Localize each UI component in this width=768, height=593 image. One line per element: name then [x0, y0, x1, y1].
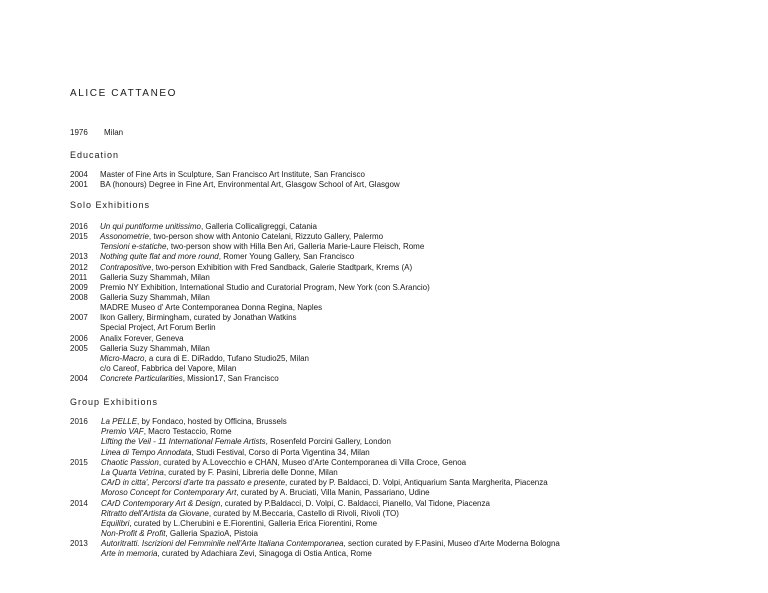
entry-year: 2005 [70, 343, 88, 353]
exhibition-details: , Rosenfeld Porcini Gallery, London [265, 437, 391, 447]
entry-year: 2012 [70, 262, 88, 272]
solo-entry [70, 232, 750, 242]
exhibition-details: , curated by Adachiara Zevi, Sinagoga di Ostia Antica, Rome [157, 549, 372, 559]
solo-entry [70, 364, 750, 374]
entry-year: 2011 [70, 272, 88, 282]
entry-text [100, 170, 365, 180]
entry-text [100, 364, 236, 374]
entry-year: 2007 [70, 313, 88, 323]
exhibition-title: Nothing quite flat and more round [100, 252, 219, 262]
solo-entry [70, 222, 750, 232]
entry-year: 2013 [70, 539, 88, 549]
exhibition-details: , curated by L.Cherubini e E.Fiorentini, Galleria Erica Fiorentini, Rome [129, 518, 378, 528]
group-entry [70, 468, 750, 478]
education-entry [70, 180, 750, 190]
entry-text [100, 232, 383, 242]
exhibition-title: Moroso Concept for Contemporary Art [101, 488, 237, 498]
exhibition-title: CArD in citta', Percorsi d'arte tra passato e presente [101, 478, 286, 488]
solo-entry [70, 354, 750, 364]
solo-entry [70, 242, 750, 252]
entry-text [101, 468, 338, 478]
entry-text [101, 478, 548, 488]
entry-text [100, 242, 424, 252]
entry-text [100, 283, 430, 293]
group-entry [70, 529, 750, 539]
entry-year: 2015 [70, 232, 88, 242]
exhibition-details: , two-person show with Antonio Catelani, Rizzuto Gallery, Palermo [148, 232, 384, 242]
education-list [70, 170, 750, 190]
education-heading: Education [70, 150, 120, 160]
entry-year: 2004 [70, 374, 88, 384]
group-entry [70, 519, 750, 529]
entry-text [100, 354, 309, 364]
group-entry [70, 437, 750, 447]
exhibition-details: Ikon Gallery, Birmingham, curated by Jonathan Watkins [100, 313, 297, 323]
entry-year: 2009 [70, 282, 88, 292]
solo-entry [70, 313, 750, 323]
exhibition-details: Special Project, Art Forum Berlin [100, 323, 216, 333]
solo-entry [70, 293, 750, 303]
artist-name: ALICE CATTANEO [70, 88, 178, 99]
exhibition-details: , Galleria Collicaligreggi, Catania [200, 222, 317, 231]
exhibition-title: Un qui puntiforme unitissimo [100, 222, 201, 231]
exhibition-details: , curated by P. Baldacci, D. Volpi, Antiquarium Santa Margherita, Piacenza [285, 478, 548, 488]
group-entry [70, 509, 750, 519]
solo-entry [70, 303, 750, 313]
solo-entry [70, 263, 750, 273]
entry-year: 2016 [70, 222, 88, 231]
exhibition-details: , Macro Testaccio, Rome [143, 427, 232, 437]
exhibition-details: , Romer Young Gallery, San Francisco [218, 252, 355, 262]
solo-exhibitions-list [70, 222, 750, 384]
entry-text [101, 519, 377, 529]
birth-year: 1976 [70, 128, 88, 137]
group-entry [70, 417, 750, 427]
entry-text [101, 509, 399, 519]
exhibition-title: Lifting the Veil - 11 International Female Artists [101, 437, 266, 447]
entry-text [101, 529, 258, 539]
entry-text [101, 539, 560, 549]
exhibition-details: , two-person Exhibition with Fred Sandback, Galerie Stadtpark, Krems (A) [151, 262, 413, 272]
entry-text [100, 263, 412, 273]
solo-entry [70, 252, 750, 262]
exhibition-title: Assonometrie [100, 232, 149, 242]
exhibition-details: , a cura di E. DiRaddo, Tufano Studio25, Milan [144, 353, 309, 363]
exhibition-details: Galleria Suzy Shammah, Milan [100, 292, 210, 302]
solo-entry [70, 273, 750, 283]
exhibition-title: Concrete Particularities [100, 374, 183, 384]
exhibition-title: Contrapositive [100, 262, 152, 272]
exhibition-title: La PELLE [101, 417, 138, 426]
exhibition-details: , curated by A.Lovecchio e CHAN, Museo d'Arte Contemporanea di Villa Croce, Genoa [158, 457, 467, 467]
exhibition-title: Ritratto dell'Artista da Giovane [101, 508, 209, 518]
exhibition-details: , section curated by F.Pasini, Museo d'Arte Moderna Bologna [343, 539, 560, 549]
exhibition-title: Chaotic Passion [101, 457, 159, 467]
group-entry [70, 478, 750, 488]
group-entry [70, 458, 750, 468]
exhibition-title: Premio VAF [101, 427, 144, 437]
solo-entry [70, 323, 750, 333]
exhibition-details: , Mission17, San Francisco [182, 374, 279, 384]
entry-text [100, 334, 184, 344]
exhibition-title: La Quarta Vetrina [101, 467, 164, 477]
exhibition-details: MADRE Museo d' Arte Contemporanea Donna Regina, Naples [100, 303, 323, 313]
solo-entry [70, 344, 750, 354]
entry-text [101, 417, 287, 427]
exhibition-details: , Studi Festival, Corso di Porta Vigentina 34, Milan [191, 447, 370, 457]
exhibition-details: c/o Careof, Fabbrica del Vapore, Milan [100, 363, 237, 373]
exhibition-details: , Galleria SpazioA, Pistoia [165, 529, 258, 539]
exhibition-details: Galleria Suzy Shammah, Milan [100, 343, 210, 353]
exhibition-title: Arte in memoria [101, 549, 158, 559]
entry-text [101, 437, 391, 447]
group-entry [70, 488, 750, 498]
exhibition-details: Galleria Suzy Shammah, Milan [100, 272, 210, 282]
entry-text [100, 293, 210, 303]
solo-entry [70, 283, 750, 293]
group-exhibitions-heading: Group Exhibitions [70, 397, 159, 407]
group-entry [70, 448, 750, 458]
birth-line [70, 128, 123, 137]
entry-text [101, 448, 370, 458]
entry-year: 2004 [70, 170, 88, 179]
exhibition-title: Tensioni e-statiche [100, 242, 167, 252]
exhibition-title: Non-Profit & Profit [101, 529, 166, 539]
exhibition-title: Autoritratti. Iscrizioni del Femminile nell'Arte Italiana Contemporanea [101, 539, 344, 549]
solo-exhibitions-heading: Solo Exhibitions [70, 200, 151, 210]
entry-text [100, 344, 210, 354]
exhibition-details: , curated by M.Beccaria, Castello di Rivoli, Rivoli (TO) [208, 508, 399, 518]
entry-text [101, 427, 232, 437]
entry-text [101, 499, 490, 509]
exhibition-details: , curated by A. Bruciati, Villa Manin, Passariano, Udine [236, 488, 430, 498]
exhibition-details: , curated by F. Pasini, Libreria delle Donne, Milan [163, 467, 338, 477]
birth-place: Milan [104, 128, 124, 137]
entry-year: 2016 [70, 417, 88, 426]
exhibition-details: BA (honours) Degree in Fine Art, Environmental Art, Glasgow School of Art, Glasgow [100, 180, 400, 190]
entry-text [100, 374, 279, 384]
entry-text [100, 303, 322, 313]
entry-year: 2001 [70, 180, 88, 190]
education-entry [70, 170, 750, 180]
group-entry [70, 427, 750, 437]
exhibition-title: CArD Contemporary Art & Design [101, 498, 221, 508]
entry-text [101, 488, 430, 498]
entry-text [100, 252, 354, 262]
entry-year: 2014 [70, 498, 88, 508]
entry-text [100, 222, 317, 232]
solo-entry [70, 334, 750, 344]
exhibition-title: Equilibri [101, 518, 130, 528]
entry-text [100, 313, 297, 323]
solo-entry [70, 374, 750, 384]
entry-text [101, 458, 466, 468]
exhibition-details: Master of Fine Arts in Sculpture, San Francisco Art Institute, San Francisco [100, 170, 365, 179]
group-entry [70, 539, 750, 549]
entry-text [100, 273, 210, 283]
entry-year: 2015 [70, 457, 88, 467]
group-entry [70, 499, 750, 509]
entry-text [101, 549, 372, 559]
entry-text [100, 180, 400, 190]
entry-year: 2013 [70, 252, 88, 262]
exhibition-details: Analix Forever, Geneva [100, 333, 184, 343]
entry-year: 2006 [70, 333, 88, 343]
exhibition-details: , by Fondaco, hosted by Officina, Brussels [137, 417, 287, 426]
group-entry [70, 549, 750, 559]
entry-year: 2008 [70, 292, 88, 302]
entry-text [100, 323, 216, 333]
exhibition-details: , curated by P.Baldacci, D. Volpi, C. Baldacci, Pianello, Val Tidone, Piacenza [220, 498, 490, 508]
exhibition-details: Premio NY Exhibition, International Studio and Curatorial Program, New York (con S.Arancio) [100, 282, 430, 292]
exhibition-title: Micro-Macro [100, 353, 145, 363]
exhibition-details: , two-person show with Hilla Ben Ari, Galleria Marie-Laure Fleisch, Rome [166, 242, 425, 252]
group-exhibitions-list [70, 417, 750, 560]
exhibition-title: Linea di Tempo Annodata [101, 447, 192, 457]
